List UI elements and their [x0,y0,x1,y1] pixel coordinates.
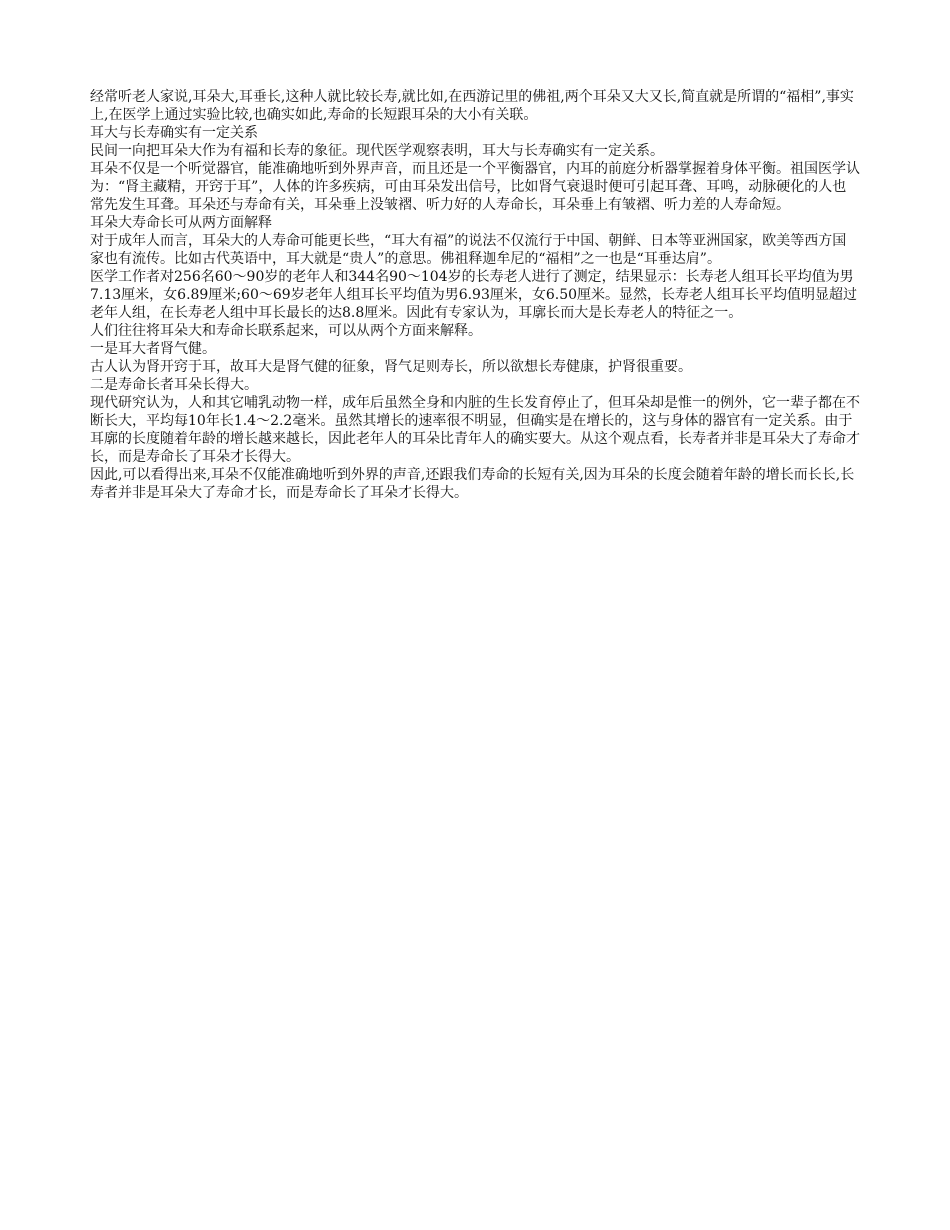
paragraph-ear-functions: 耳朵不仅是一个听觉器官，能准确地听到外界声音，而且还是一个平衡器官，内耳的前庭分析器掌握着身体平衡。祖国医学认为：“肾主藏精，开窍于耳”，人体的许多疾病，可由耳朵发出信号，比如肾气衰退时便可引起耳聋、耳鸣，动脉硬化的人也常先发生耳聋。耳朵还与寿命有关，耳朵垂上没皱褶、听力好的人寿命长，耳朵垂上有皱褶、听力差的人寿命短。 [90,161,860,213]
paragraph-point-two: 二是寿命长者耳朵长得大。 [90,377,258,393]
paragraph-folk-belief: 民间一向把耳朵大作为有福和长寿的象征。现代医学观察表明，耳大与长寿确实有一定关系。 [90,143,664,159]
paragraph-two-aspects: 人们往往将耳朵大和寿命长联系起来，可以从两个方面来解释。 [90,323,482,339]
paragraph-kidney-qi: 古人认为肾开窍于耳，故耳大是肾气健的征象，肾气足则寿长，所以欲想长寿健康，护肾很重要。 [90,359,692,375]
section-heading-two-explanations: 耳朵大寿命长可从两方面解释 [90,215,272,231]
paragraph-conclusion: 因此,可以看得出来,耳朵不仅能准确地听到外界的声音,还跟我们寿命的长短有关,因为耳朵的长度会随着年龄的增长而长长,长寿者并非是耳朵大了寿命才长，而是寿命长了耳朵才长得大。 [90,467,855,501]
paragraph-big-ears-fortune: 对于成年人而言，耳朵大的人寿命可能更长些，“耳大有福”的说法不仅流行于中国、朝鲜、日本等亚洲国家，欧美等西方国家也有流传。比如古代英语中，耳大就是“贵人”的意思。佛祖释迦牟尼的“福相”之一也是“耳垂达肩”。 [90,233,847,267]
paragraph-modern-research: 现代研究认为，人和其它哺乳动物一样，成年后虽然全身和内脏的生长发育停止了，但耳朵却是惟一的例外，它一辈子都在不断长大，平均每10年长1.4～2.2毫米。虽然其增长的速率很不明显，但确实是在增长的，这与身体的器官有一定关系。由于耳廓的长度随着年龄的增长越来越长，因此老年人的耳朵比青年人的确实要大。从这个观点看，长寿者并非是耳朵大了寿命才长，而是寿命长了耳朵才长得大。 [90,395,860,465]
article-body [90,88,860,502]
section-heading-ear-longevity: 耳大与长寿确实有一定关系 [90,125,258,141]
intro-paragraph: 经常听老人家说,耳朵大,耳垂长,这种人就比较长寿,就比如,在西游记里的佛祖,两个耳朵又大又长,简直就是所谓的“福相”,事实上,在医学上通过实验比较,也确实如此,寿命的长短跟耳朵的大小有关联。 [90,89,854,123]
paragraph-medical-study: 医学工作者对256名60～90岁的老年人和344名90～104岁的长寿老人进行了测定，结果显示：长寿老人组耳长平均值为男7.13厘米，女6.89厘米;60～69岁老年人组耳长平均值为男6.93厘米，女6.50厘米。显然，长寿老人组耳长平均值明显超过老年人组，在长寿老人组中耳长最长的达8.8厘米。因此有专家认为，耳廓长而大是长寿老人的特征之一。 [90,269,858,321]
paragraph-point-one: 一是耳大者肾气健。 [90,341,216,357]
